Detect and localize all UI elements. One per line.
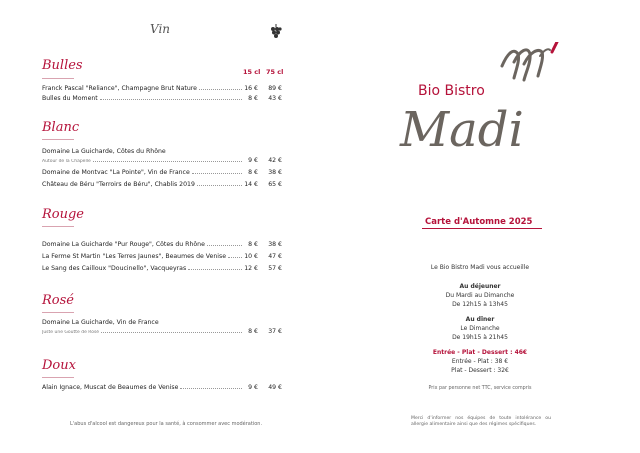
wine-row [42, 384, 282, 391]
formula-entree-plat: Entrée - Plat : 38 € [451, 358, 509, 365]
dinner-hours: De 19h15 à 21h45 [452, 334, 508, 341]
wine-row [42, 253, 282, 260]
price-15cl: 9 € [248, 157, 258, 164]
logo-brush-mark [500, 42, 560, 82]
wine-page-title: Vin [150, 22, 171, 36]
dinner-days: Le Dimanche [460, 325, 500, 332]
wine-name: Domaine de Montvac "La Pointe", Vin de France [42, 169, 190, 176]
allergy-note: Merci d'informer nos équipes de toute intolérance ou allergie alimentaire ainsi que des régimes spécifiques. [411, 416, 551, 428]
price-15cl: 14 € [244, 181, 258, 188]
brand-madi: Madi [400, 102, 524, 158]
section-blanc-title: Blanc [42, 120, 80, 135]
price-75cl: 38 € [268, 169, 282, 176]
wine-subtitle: Juste une Goutte de Rosé [42, 330, 100, 335]
dot-leader [192, 173, 242, 174]
section-divider [42, 78, 74, 79]
price-75cl: 43 € [268, 95, 282, 102]
wine-name: Château de Béru "Terroirs de Béru", Chablis 2019 [42, 181, 195, 188]
wine-name: Alain Ignace, Muscat de Beaumes de Venise [42, 384, 179, 391]
wine-row [42, 85, 282, 92]
wine-row [42, 328, 282, 335]
price-15cl: 10 € [244, 253, 258, 260]
price-15cl: 8 € [248, 328, 258, 335]
price-75cl: 49 € [268, 384, 282, 391]
section-rose-title: Rosé [42, 293, 74, 308]
price-75cl: 42 € [268, 157, 282, 164]
wine-row [42, 95, 282, 102]
price-15cl: 8 € [248, 241, 258, 248]
dot-leader [101, 332, 242, 333]
dot-leader [100, 99, 242, 100]
col-head-15cl: 15 cl [243, 68, 261, 76]
section-rouge-title: Rouge [42, 207, 85, 222]
wine-row [42, 181, 282, 188]
price-75cl: 37 € [268, 328, 282, 335]
wine-row [42, 241, 282, 248]
prices-note: Prix par personne net TTC, service compris [428, 386, 532, 391]
section-divider [42, 226, 74, 227]
dot-leader [197, 185, 242, 186]
wine-name: Le Sang des Cailloux "Doucinello", Vacqueyras [42, 265, 187, 272]
dot-leader [199, 89, 242, 90]
wine-row [42, 169, 282, 176]
lunch-hours: De 12h15 à 13h45 [452, 301, 508, 308]
price-75cl: 89 € [268, 85, 282, 92]
wine-name: Domaine La Guicharde "Pur Rouge", Côtes du Rhône [42, 241, 205, 248]
formula-plat-dessert: Plat - Dessert : 32€ [451, 367, 509, 374]
section-divider [42, 312, 74, 313]
alcohol-warning: L'abus d'alcool est dangereux pour la santé, à consommer avec modération. [70, 421, 263, 427]
wine-name: Bulles du Moment [42, 95, 98, 102]
wine-name: Franck Pascal "Reliance", Champagne Brut Nature [42, 85, 197, 92]
dot-leader [188, 269, 242, 270]
welcome-text: Le Bio Bistro Madi vous accueille [430, 264, 530, 271]
lunch-days: Du Mardi au Dimanche [445, 292, 515, 299]
season-title-underline [422, 228, 542, 229]
price-15cl: 16 € [244, 85, 258, 92]
price-15cl: 8 € [248, 169, 258, 176]
section-divider [42, 139, 74, 140]
section-bulles-title: Bulles [42, 58, 83, 73]
price-15cl: 8 € [248, 95, 258, 102]
wine-row [42, 148, 282, 155]
dot-leader [228, 257, 242, 258]
price-15cl: 12 € [244, 265, 258, 272]
section-divider [42, 377, 74, 378]
wine-row [42, 157, 282, 164]
brand-bio-bistro: Bio Bistro [418, 83, 485, 99]
price-75cl: 65 € [268, 181, 282, 188]
grape-icon [270, 24, 282, 40]
lunch-title: Au déjeuner [459, 283, 501, 290]
section-doux-title: Doux [42, 358, 76, 373]
price-15cl: 9 € [248, 384, 258, 391]
price-75cl: 47 € [268, 253, 282, 260]
wine-row [42, 319, 282, 326]
wine-row [42, 265, 282, 272]
dot-leader [93, 161, 242, 162]
dot-leader [207, 245, 242, 246]
dot-leader [180, 388, 242, 389]
wine-name: Domaine La Guicharde, Côtes du Rhône [42, 148, 166, 155]
col-head-75cl: 75 cl [266, 68, 284, 76]
dinner-title: Au dîner [465, 316, 495, 323]
wine-name: La Ferme St Martin "Les Terres Jaunes", Beaumes de Venise [42, 253, 227, 260]
price-75cl: 38 € [268, 241, 282, 248]
wine-name: Domaine La Guicharde, Vin de France [42, 319, 159, 326]
formula-main: Entrée - Plat - Dessert : 46€ [432, 349, 528, 356]
wine-subtitle: Autour de la Chapelle [42, 159, 91, 164]
price-75cl: 57 € [268, 265, 282, 272]
menu-season-title: Carte d'Automne 2025 [425, 217, 533, 227]
